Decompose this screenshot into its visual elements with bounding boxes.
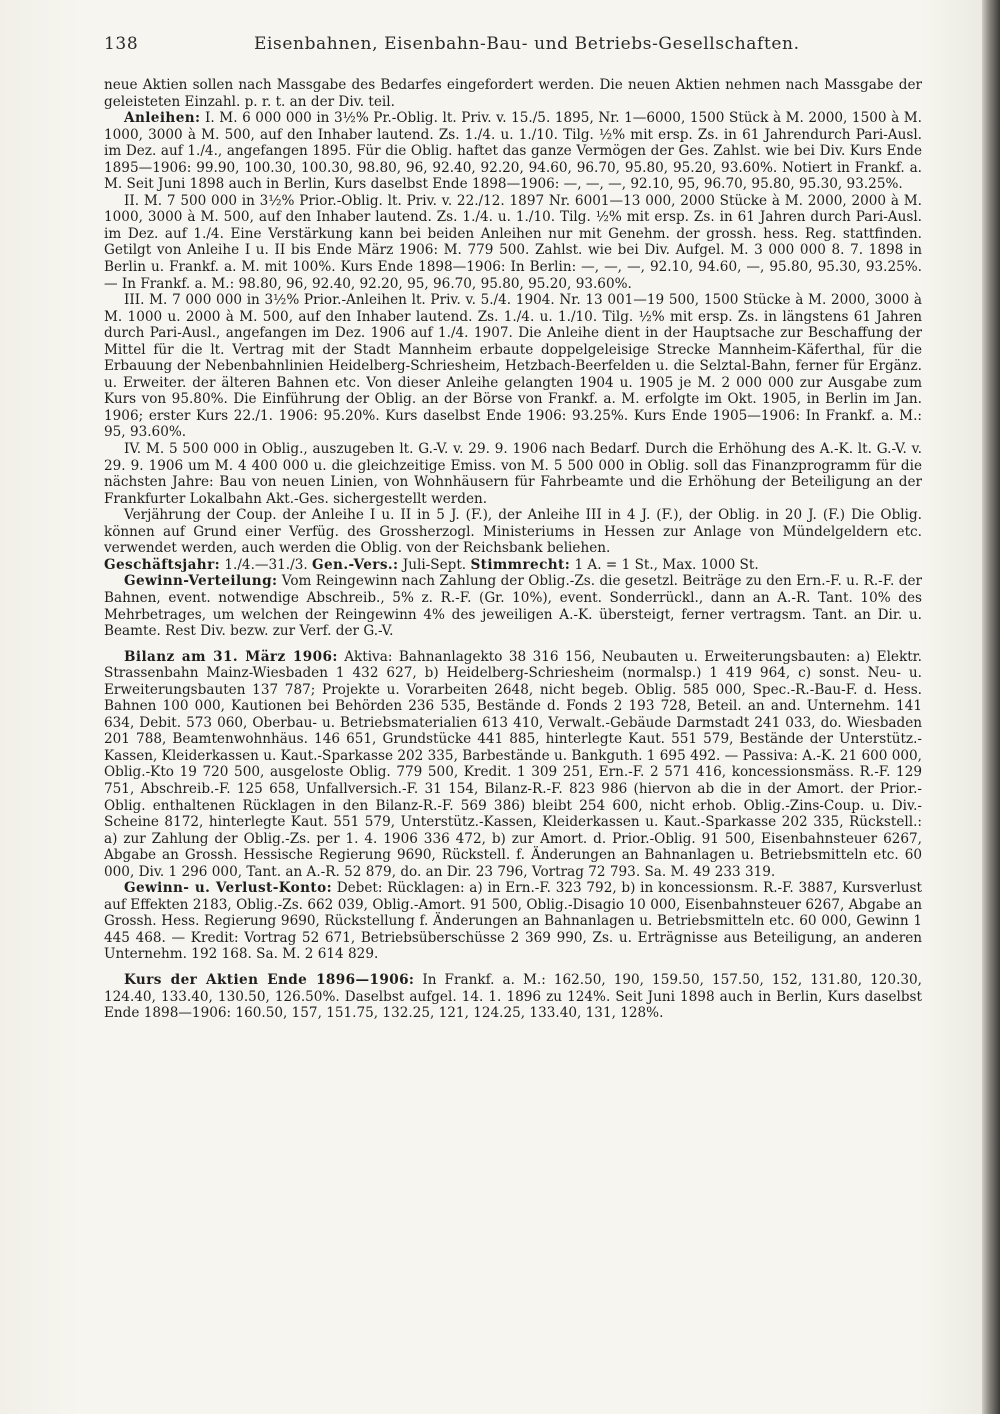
- paragraph-text: Vom Reingewinn nach Zahlung der Oblig.-Zs. die gesetzl. Beiträge zu den Ern.-F. u. R.-F. der Bahnen, event. notwendige Abschreib., 5% z. R.-F. (Gr. 10%), event. Sonderrückl., dann an A.-R. Tant. 10% des Mehrbetrages, um welchen der Reingewinn 4% des jeweiligen A.-K. übersteigt, ferner vertragsm. Tant. an Dir. u. Beamte. Rest Div. bezw. zur Verf. der G.-V.: [104, 573, 922, 640]
- paragraph-anleihen-ii: [104, 193, 922, 292]
- paragraph-text: neue Aktien sollen nach Massgabe des Bedarfes eingefordert werden. Die neuen Aktien nehmen nach Massgabe der geleisteten Einzahl. p. r. t. an der Div. teil.: [104, 77, 922, 110]
- paragraph-anleihen-iii: [104, 292, 922, 441]
- running-title: Eisenbahnen, Eisenbahn-Bau- und Betriebs-Gesellschaften.: [254, 34, 800, 54]
- paragraph-gewinn-verlust-konto: [104, 880, 922, 963]
- paragraph-text: I. M. 6 000 000 in 3½% Pr.-Oblig. lt. Priv. v. 15./5. 1895, Nr. 1—6000, 1500 Stück à M. 2000, 1500 à M. 1000, 3000 à M. 500, auf den Inhaber lautend. Zs. 1./4. u. 1./10. Tilg. ½% mit ersp. Zs. in 61 Jahrendurch Pari-Ausl. im Dez. auf 1./4., angefangen 1895. Für die Oblig. haftet das ganze Vermögen der Ges. Zahlst. wie bei Div. Kurs Ende 1895—1906: 99.90, 100.30, 100.30, 98.80, 96, 92.40, 92.20, 94.60, 96.70, 95.80, 95.20, 93.60%. Notiert in Frankf. a. M. Seit Juni 1898 auch in Berlin, Kurs daselbst Ende 1898—1906: —, —, —, 92.10, 95, 96.70, 95.80, 95.30, 93.25%.: [104, 110, 922, 193]
- paragraph-text: Debet: Rücklagen: a) in Ern.-F. 323 792, b) in koncessionsm. R.-F. 3887, Kursverlust auf Effekten 2183, Oblig.-Zs. 662 039, Oblig.-Amort. 91 500, Oblig.-Disagio 10 000, Eisenbahnsteuer 6267, Abgabe an Grossh. Hess. Regierung 9690, Rückstellung f. Änderungen an Bahnanlagen u. Betriebsmitteln etc. 60 000, Gewinn 1 445 468. — Kredit: Vortrag 52 671, Betriebsüberschüsse 2 369 990, Zs. u. Erträgnisse aus Beteiligung, an anderen Unternehm. 192 168. Sa. M. 2 614 829.: [104, 880, 922, 963]
- paragraph-text: Verjährung der Coup. der Anleihe I u. II in 5 J. (F.), der Anleihe III in 4 J. (F.), der Oblig. in 20 J. (F.) Die Oblig. können auf Grund einer Verfüg. des Grossherzogl. Ministeriums in Hessen zur Anlage von Mündelgeldern etc. verwendet werden, auch werden die Oblig. von der Reichsbank beliehen.: [104, 507, 922, 557]
- paragraph-bilanz: [104, 649, 922, 881]
- paragraph-verjaehrung: [104, 507, 922, 557]
- section-label-bilanz: Bilanz am 31. März 1906:: [124, 648, 338, 665]
- paragraph-kurs-der-aktien: [104, 972, 922, 1022]
- section-label-kurs-aktien: Kurs der Aktien Ende 1896—1906:: [124, 971, 415, 988]
- section-label-anleihen: Anleihen:: [124, 110, 201, 127]
- paragraph-text: Juli-Sept.: [398, 556, 471, 573]
- paragraph-anleihen-iv: [104, 441, 922, 507]
- page-body: [104, 77, 922, 1022]
- paragraph-text: In Frankf. a. M.: 162.50, 190, 159.50, 157.50, 152, 131.80, 120.30, 124.40, 133.40, 130.50, 126.50%. Daselbst aufgel. 14. 1. 1896 zu 124%. Seit Juni 1898 auch in Berlin, Kurs daselbst Ende 1898—1906: 160.50, 157, 151.75, 132.25, 121, 124.25, 133.40, 131, 128%.: [104, 971, 923, 1022]
- paragraph-geschaeftsjahr: [104, 557, 922, 574]
- paragraph-gewinn-verteilung: [104, 573, 922, 639]
- section-label-geschaeftsjahr: Geschäftsjahr:: [104, 556, 221, 573]
- paragraph-aktien-continuation: [104, 77, 922, 110]
- section-label-stimmrecht: Stimmrecht:: [470, 556, 571, 573]
- paragraph-text: 1 A. = 1 St., Max. 1000 St.: [570, 556, 759, 573]
- paragraph-text: III. M. 7 000 000 in 3½% Prior.-Anleihen lt. Priv. v. 5./4. 1904. Nr. 13 001—19 500, 1500 Stücke à M. 2000, 3000 à M. 1000 u. 2000 à M. 500, auf den Inhaber lautend. Zs. 1./4. u. 1./10. Tilg. ½% mit ersp. Zs. in längstens 61 Jahren durch Pari-Ausl., angefangen im Dez. 1906 auf 1./4. 1907. Die Anleihe dient in der Hauptsache zur Beschaffung der Mittel für die lt. Vertrag mit der Stadt Mannheim erbaute doppelgeleisige Strecke Mannheim-Käferthal, für die Erbauung der Nebenbahnlinien Heidelberg-Schriesheim, Hetzbach-Beerfelden u. die Selztal-Bahn, ferner für Ergänz. u. Erweiter. der älteren Bahnen etc. Von dieser Anleihe gelangten 1904 u. 1905 je M. 2 000 000 zur Ausgabe zum Kurs von 95.80%. Die Einführung der Oblig. an der Börse von Frankf. a. M. erfolgte im Okt. 1905, in Berlin im Jan. 1906; erster Kurs 22./1. 1906: 95.20%. Kurs daselbst Ende 1906: 93.25%. Kurs Ende 1905—1906: In Frankf. a. M.: 95, 93.60%.: [104, 292, 922, 441]
- paragraph-text: IV. M. 5 500 000 in Oblig., auszugeben lt. G.-V. v. 29. 9. 1906 nach Bedarf. Durch die Erhöhung des A.-K. lt. G.-V. v. 29. 9. 1906 um M. 4 400 000 u. die gleichzeitige Emiss. von M. 5 500 000 in Oblig. soll das Finanzprogramm für die nächsten Jahre: Bau von neuen Linien, von Wohnhäusern für Fahrbeamte und die Erhöhung der Beteiligung an der Frankfurter Lokalbahn Akt.-Ges. sichergestellt werden.: [104, 441, 922, 507]
- book-spine-shadow: [982, 0, 1000, 1414]
- paragraph-text: II. M. 7 500 000 in 3½% Prior.-Oblig. lt. Priv. v. 22./12. 1897 Nr. 6001—13 000, 2000 Stücke à M. 2000, 2000 à M. 1000, 3000 à M. 500, auf den Inhaber lautend. Zs. 1./4. u. 1./10. Tilg. ½% mit ersp. Zs. in 61 Jahren durch Pari-Ausl. im Dez. auf 1./4. Eine Verstärkung kann bei beiden Anleihen nur mit Genehm. der grossh. hess. Reg. stattfinden. Getilgt von Anleihe I u. II bis Ende März 1906: M. 779 500. Zahlst. wie bei Div. Aufgel. M. 3 000 000 8. 7. 1898 in Berlin u. Frankf. a. M. mit 100%. Kurs Ende 1898—1906: In Berlin: —, —, —, 92.10, 94.60, —, 95.80, 95.30, 93.25%. — In Frankf. a. M.: 98.80, 96, 92.40, 92.20, 95, 96.70, 95.80, 95.20, 93.60%.: [104, 192, 922, 292]
- paragraph-anleihen-i: [104, 110, 922, 193]
- page-header: [104, 34, 922, 54]
- section-label-gewinn-verlust: Gewinn- u. Verlust-Konto:: [124, 880, 332, 897]
- section-label-gewinn-verteilung: Gewinn-Verteilung:: [124, 573, 278, 590]
- paragraph-text: Aktiva: Bahnanlagekto 38 316 156, Neubauten u. Erweiterungsbauten: a) Elektr. Strassenbahn Mainz-Wiesbaden 1 432 627, b) Heidelberg-Schriesheim (normalsp.) 1 419 964, c) sonst. Neu- u. Erweiterungsbauten 137 787; Projekte u. Vorarbeiten 2648, nicht begeb. Oblig. 585 000, Spec.-R.-Bau-F. d. Hess. Bahnen 100 000, Kautionen bei Behörden 236 535, Bestände d. Fonds 2 193 728, Beteil. an and. Unternehm. 141 634, Debit. 573 060, Oberbau- u. Betriebsmaterialien 613 410, Verwalt.-Gebäude Darmstadt 241 033, do. Wiesbaden 201 788, Beamtenwohnhäus. 146 651, Grundstücke 441 885, hinterlegte Kaut. 551 579, Bestände der Unterstütz.-Kassen, Kleiderkassen u. Kaut.-Sparkasse 202 335, Barbestände u. Bankguth. 1 695 492. — Passiva: A.-K. 21 600 000, Oblig.-Kto 19 720 500, ausgeloste Oblig. 779 500, Kredit. 1 309 251, Ern.-F. 2 571 416, koncessionsmäss. R.-F. 129 751, Abschreib.-F. 125 658, Unfallversich.-F. 31 154, Bilanz-R.-F. 823 986 (hiervon ab die in der Amort. der Prior.-Oblig. enthaltenen Rücklagen in den Bilanz-R.-F. 569 386) bleibt 254 600, nicht erhob. Oblig.-Zins-Coup. u. Div.-Scheine 8172, hinterlegte Kaut. 551 579, Unterstütz.-Kassen, Kleiderkassen u. Kaut.-Sparkasse 202 335, Rückstell.: a) zur Zahlung der Oblig.-Zs. per 1. 4. 1906 336 472, b) zur Amort. d. Prior.-Oblig. 91 500, Eisenbahnsteuer 6267, Abgabe an Grossh. Hessische Regierung 9690, Rückstell. f. Änderungen an Bahnanlagen u. Betriebsmitteln etc. 60 000, Div. 1 296 000, Tant. an A.-R. 52 879, do. an Dir. 23 796, Vortrag 72 793. Sa. M. 49 233 319.: [104, 648, 922, 880]
- section-label-gen-vers: Gen.-Vers.:: [312, 556, 399, 573]
- page-number: 138: [104, 34, 139, 54]
- paragraph-text: 1./4.—31./3.: [220, 556, 312, 573]
